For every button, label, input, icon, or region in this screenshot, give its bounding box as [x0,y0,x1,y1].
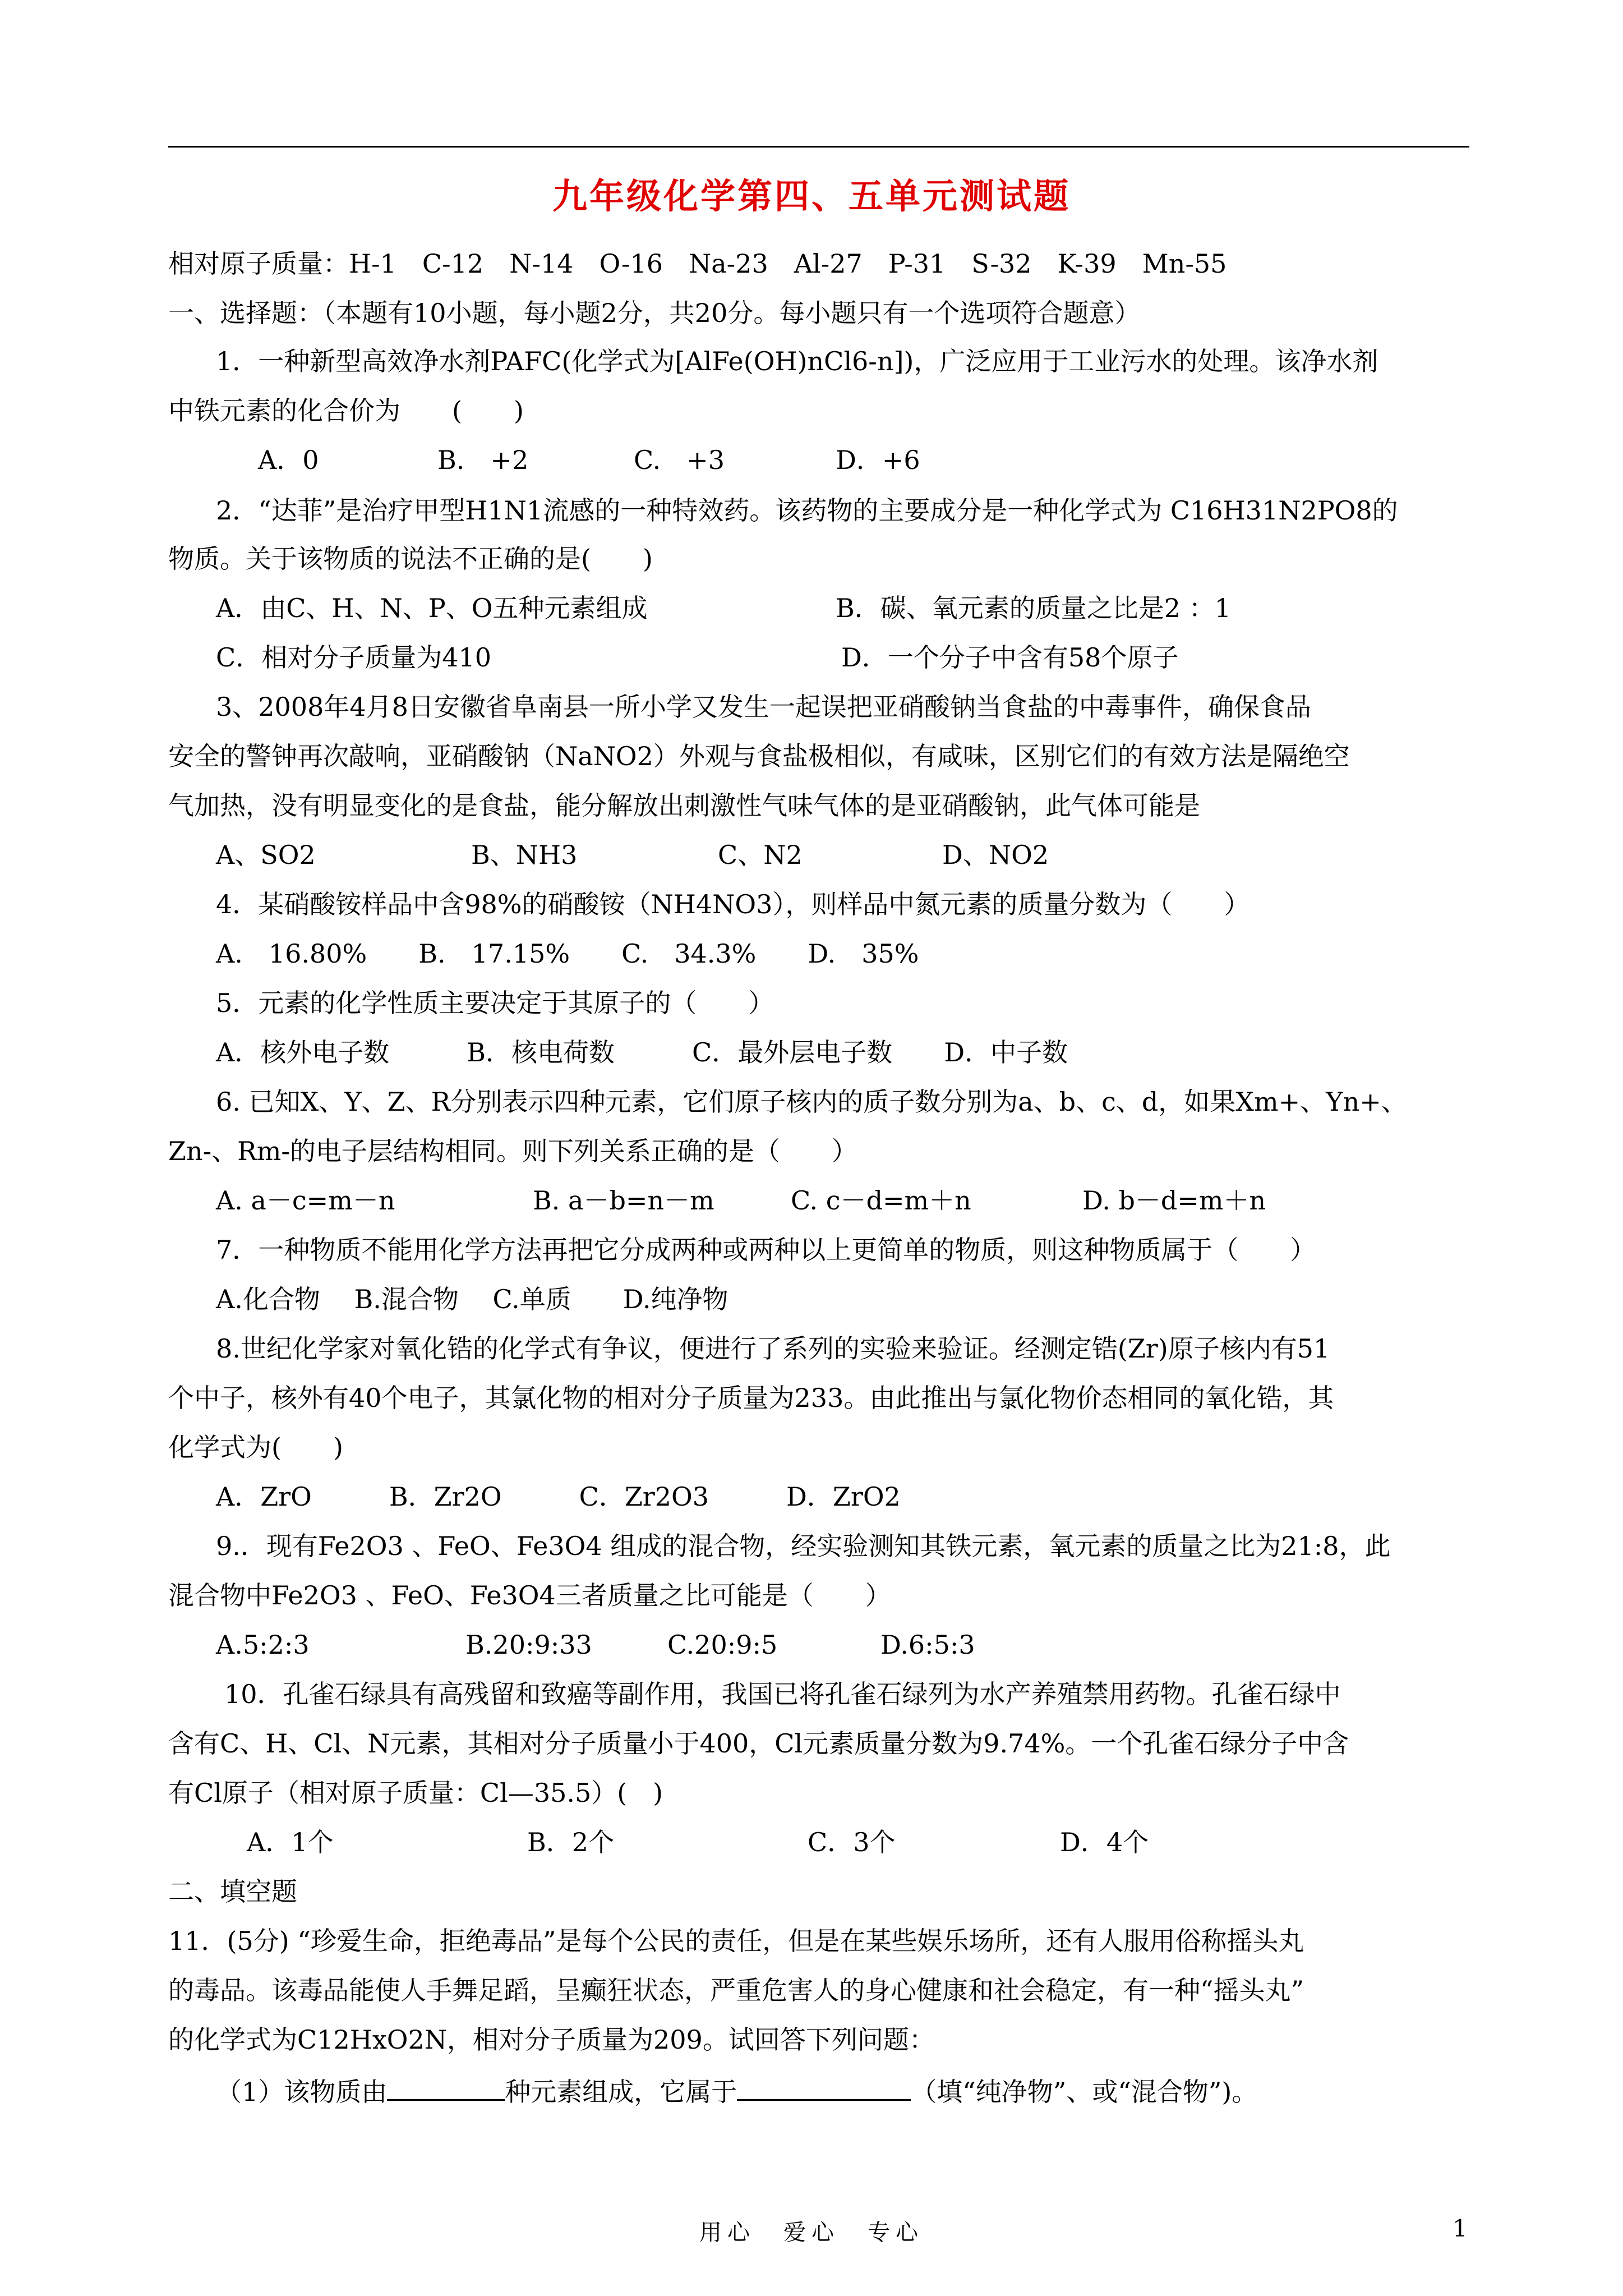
q5-options: A．核外电子数 B．核电荷数 C．最外层电子数 D．中子数 [216,1037,1068,1068]
question-11-line-2: 的毒品。该毒品能使人手舞足蹈，呈癫狂状态，严重危害人的身心健康和社会稳定，有一种“摇头丸” [168,1975,1304,2005]
question-1-line-2: 中铁元素的化合价为 ( ) [168,395,524,426]
question-2-line-2: 物质。关于该物质的说法不正确的是( ) [168,544,653,574]
q10-option-d: D．4个 [1060,1827,1149,1857]
q1-option-d: D．+6 [836,445,920,475]
question-2-line-1: 2．“达菲”是治疗甲型H1N1流感的一种特效药。该药物的主要成分是一种化学式为 C16H31N2PO8的 [216,495,1398,526]
question-8-line-3: 化学式为( ) [168,1432,343,1462]
q10-option-c: C．3个 [808,1827,896,1857]
question-7-line-1: 7．一种物质不能用化学方法再把它分成两种或两种以上更简单的物质，则这种物质属于（ ） [216,1235,1316,1265]
question-11-part-1 [216,2072,1257,2109]
question-9-line-2: 混合物中Fe2O3 、FeO、Fe3O4三者质量之比可能是（ ） [168,1580,891,1611]
q6-option-d: D. b－d=m＋n [1082,1185,1266,1216]
q3-option-b: B、NH3 [471,840,578,870]
q2-option-c: C．相对分子质量为410 [216,642,491,673]
question-10-line-1: 10．孔雀石绿具有高残留和致癌等副作用，我国已将孔雀石绿列为水产养殖禁用药物。孔雀石绿中 [224,1679,1341,1709]
answer-blank-element-count[interactable] [387,2072,505,2101]
q11-part1-suffix: （填“纯净物”、或“混合物”)。 [911,2077,1258,2107]
question-8-line-2: 个中子，核外有40个电子，其氯化物的相对分子质量为233。由此推出与氯化物价态相同的氧化锆，其 [168,1383,1334,1413]
q3-option-c: C、N2 [718,840,803,870]
question-10-line-3: 有Cl原子（相对原子质量：Cl—35.5）( ) [168,1778,663,1808]
question-11-line-3: 的化学式为C12HxO2N，相对分子质量为209。试回答下列问题： [168,2024,935,2055]
page-number: 1 [1453,2215,1468,2242]
q1-option-b: B. +2 [437,445,529,475]
question-10-line-2: 含有C、H、Cl、N元素，其相对分子质量小于400，Cl元素质量分数为9.74%。一个孔雀石绿分子中含 [168,1728,1349,1759]
page-footer: 用心 爱心 专心 [699,2220,924,2246]
question-1-line-1: 1．一种新型高效净水剂PAFC(化学式为[AlFe(OH)nCl6-n])，广泛应用于工业污水的处理。该净水剂 [216,346,1378,376]
page-title: 九年级化学第四、五单元测试题 [552,176,1071,217]
question-6-line-1: 6. 已知X、Y、Z、R分别表示四种元素，它们原子核内的质子数分别为a、b、c、d，如果Xm+、Yn+、 [216,1087,1407,1117]
q6-option-a: A. a－c=m－n [216,1185,395,1216]
q11-part1-middle: 种元素组成，它属于 [505,2077,737,2107]
question-5-line-1: 5．元素的化学性质主要决定于其原子的（ ） [216,988,774,1018]
question-3-line-2: 安全的警钟再次敲响，亚硝酸钠（NaNO2）外观与食盐极相似，有咸味，区别它们的有效方法是隔绝空 [168,741,1350,771]
q1-option-c: C. +3 [634,445,725,475]
q2-option-d: D．一个分子中含有58个原子 [841,642,1179,673]
question-6-line-2: Zn-、Rm-的电子层结构相同。则下列关系正确的是（ ） [168,1136,857,1166]
q4-options: A. 16.80% B. 17.15% C. 34.3% D. 35% [216,938,919,969]
q9-option-c: C.20:9:5 [667,1630,778,1660]
answer-blank-substance-type[interactable] [737,2072,911,2101]
question-8-line-1: 8.世纪化学家对氧化锆的化学式有争议，便进行了系列的实验来验证。经测定锆(Zr)原子核内有51 [216,1333,1330,1364]
q9-option-a: A.5:2:3 [216,1630,310,1660]
question-3-line-1: 3、2008年4月8日安徽省阜南县一所小学又发生一起误把亚硝酸钠当食盐的中毒事件，确保食品 [216,692,1311,722]
question-3-line-3: 气加热，没有明显变化的是食盐，能分解放出刺激性气味气体的是亚硝酸钠，此气体可能是 [168,790,1200,821]
q2-option-b: B．碳、氧元素的质量之比是2 ：1 [836,593,1231,623]
header-rule [168,146,1469,148]
q9-option-d: D.6:5:3 [880,1630,975,1660]
section-heading-fill: 二、填空题 [168,1876,297,1907]
q9-option-b: B.20:9:33 [465,1630,592,1660]
q3-option-a: A、SO2 [216,840,316,870]
q1-option-a: A．0 [258,445,319,475]
question-4-line-1: 4．某硝酸铵样品中含98%的硝酸铵（NH4NO3），则样品中氮元素的质量分数为（ ） [216,889,1250,919]
q8-options: A．ZrO B．Zr2O C．Zr2O3 D．ZrO2 [216,1481,901,1512]
section-heading-choice: 一、选择题：（本题有10小题，每小题2分，共20分。每小题只有一个选项符合题意） [168,298,1141,328]
q6-option-c: C. c－d=m＋n [791,1185,971,1216]
q6-option-b: B. a－b=n－m [533,1185,714,1216]
q10-option-a: A．1个 [247,1827,334,1857]
q7-options: A.化合物 B.混合物 C.单质 D.纯净物 [216,1284,728,1314]
q11-part1-prefix: （1）该物质由 [216,2077,388,2107]
q10-option-b: B．2个 [527,1827,615,1857]
q2-option-a: A．由C、H、N、P、O五种元素组成 [216,593,648,623]
q3-option-d: D、NO2 [942,840,1049,870]
question-11-line-1: 11．(5分) “珍爱生命，拒绝毒品”是每个公民的责任，但是在某些娱乐场所，还有人服用俗称摇头丸 [168,1926,1304,1956]
atomic-masses: 相对原子质量：H-1 C-12 N-14 O-16 Na-23 Al-27 P-31 S-32 K-39 Mn-55 [168,249,1227,279]
question-9-line-1: 9.．现有Fe2O3 、FeO、Fe3O4 组成的混合物，经实验测知其铁元素，氧元素的质量之比为21:8，此 [216,1531,1391,1561]
